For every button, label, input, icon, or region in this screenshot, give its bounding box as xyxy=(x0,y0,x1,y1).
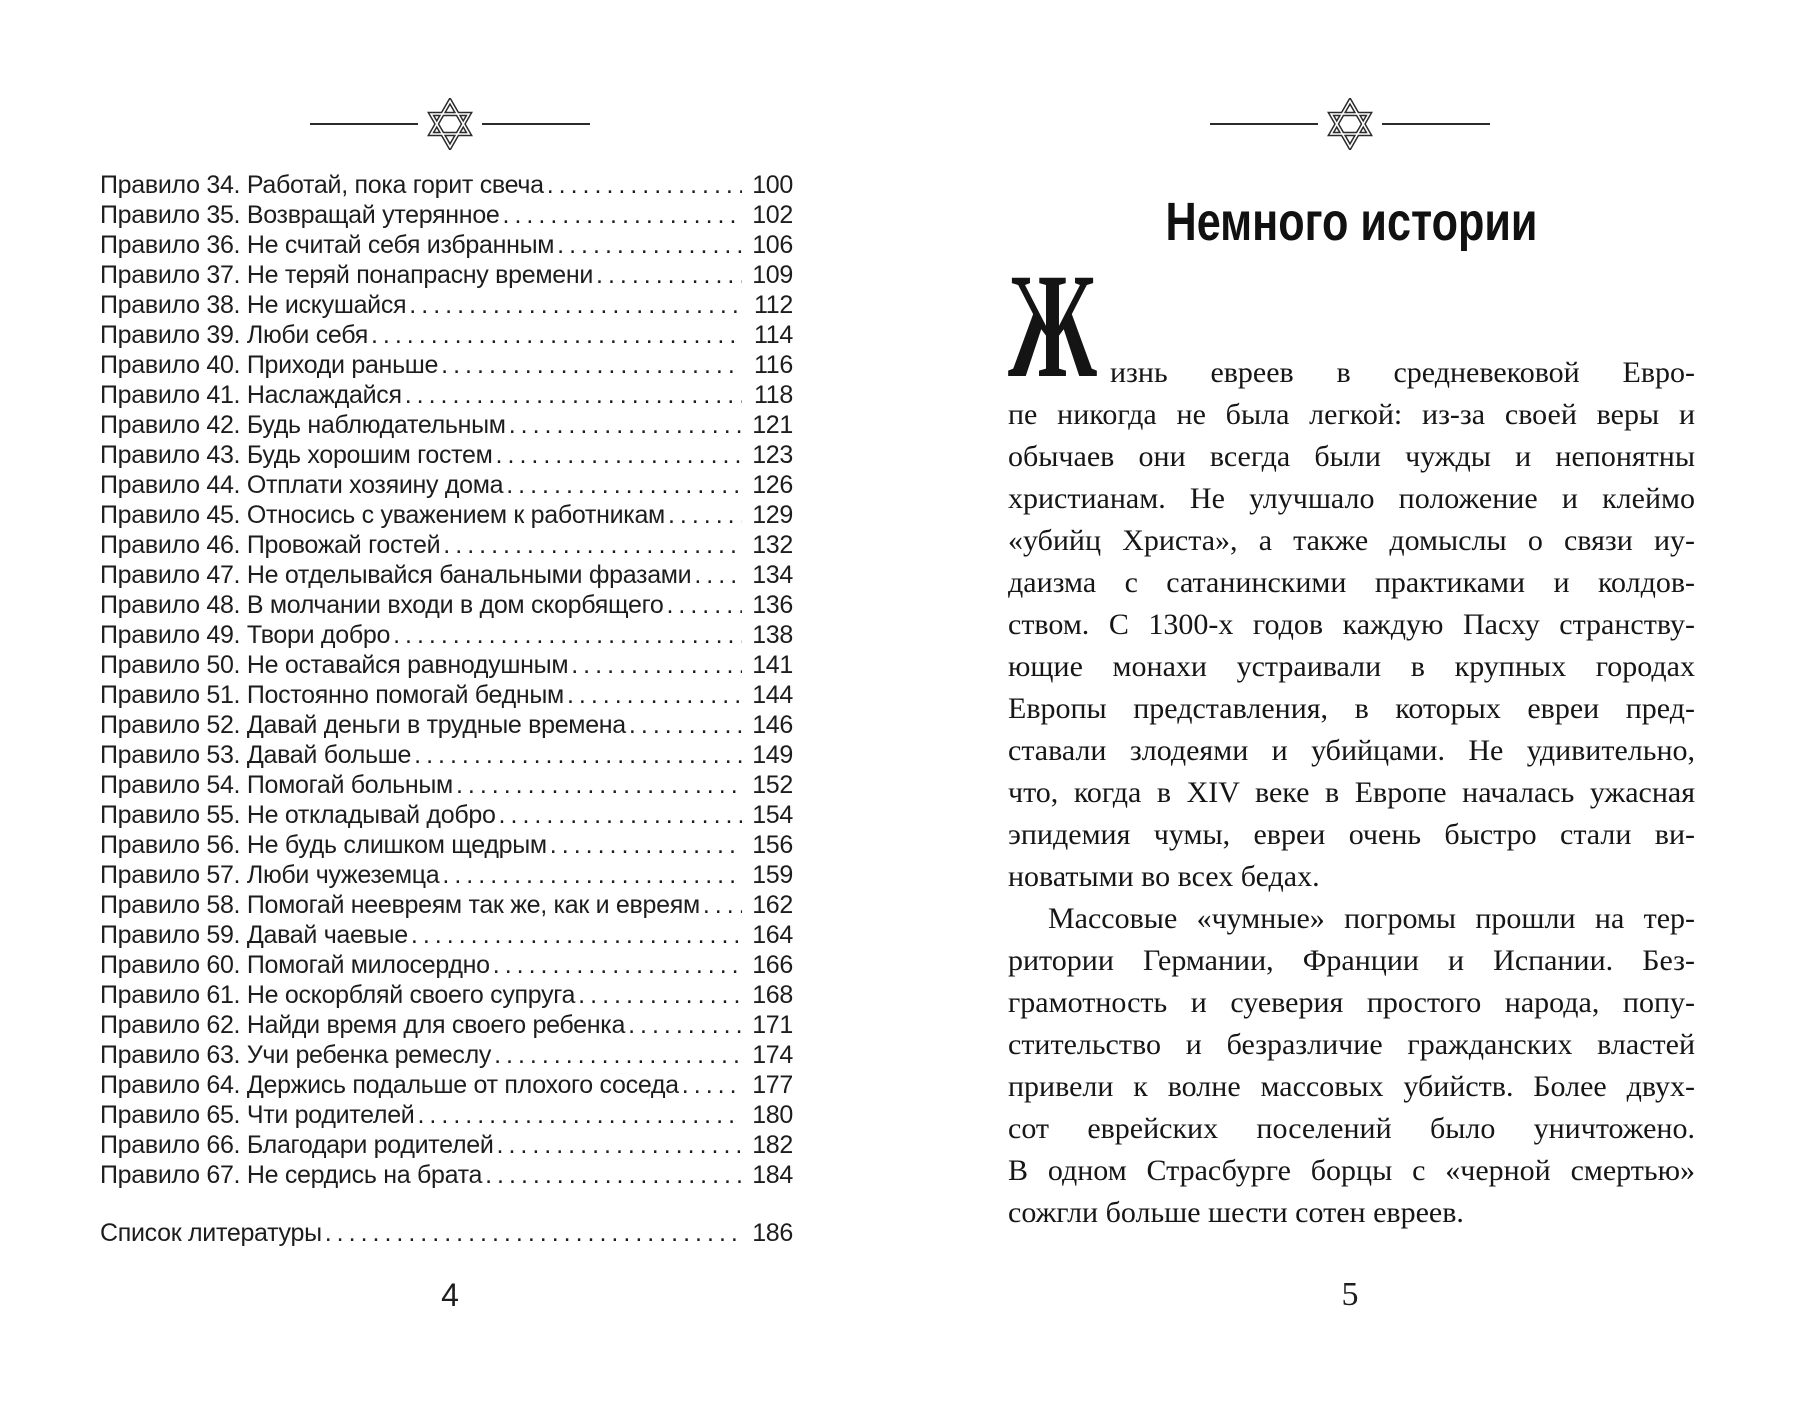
paragraph-2 xyxy=(1008,898,1695,1234)
dot-leader xyxy=(442,860,742,890)
ornament-rule-right xyxy=(1382,123,1490,125)
text-line: ставали злодеями и убийцами. Не удивительно, xyxy=(1008,734,1695,767)
toc-entry-page: 182 xyxy=(752,1131,793,1159)
table-of-contents xyxy=(0,170,900,1248)
dot-leader xyxy=(666,590,742,620)
text-line: эпидемия чумы, евреи очень быстро стали ви- xyxy=(1008,818,1695,851)
text-line: грамотность и суеверия простого народа, попу- xyxy=(1008,986,1695,1019)
toc-entry-page: 159 xyxy=(752,861,793,889)
dot-leader xyxy=(456,770,742,800)
toc-entry-page: 106 xyxy=(752,231,793,259)
toc-entry-label: Правило 39. Люби себя xyxy=(100,321,368,349)
toc-entry-page: 162 xyxy=(752,891,793,919)
toc-row xyxy=(100,620,793,650)
toc-entry-label: Правило 37. Не теряй понапрасну времени xyxy=(100,261,593,289)
toc-entry-label: Список литературы xyxy=(100,1219,322,1247)
ornament-rule-left xyxy=(1210,123,1318,125)
toc-row xyxy=(100,380,793,410)
dot-leader xyxy=(557,230,742,260)
toc-entry-page: 134 xyxy=(752,561,793,589)
toc-entry-page: 123 xyxy=(752,441,793,469)
toc-row xyxy=(100,440,793,470)
toc-entry-page: 136 xyxy=(752,591,793,619)
toc-row xyxy=(100,860,793,890)
toc-entry-label: Правило 48. В молчании входи в дом скорбящего xyxy=(100,591,664,619)
toc-entry-label: Правило 58. Помогай неевреям так же, как и евреям xyxy=(100,891,700,919)
toc-entry-label: Правило 52. Давай деньги в трудные времена xyxy=(100,711,626,739)
toc-row xyxy=(100,740,793,770)
toc-row xyxy=(100,560,793,590)
toc-row xyxy=(100,200,793,230)
text-line: ющие монахи устраивали в крупных городах xyxy=(1008,650,1695,683)
toc-row xyxy=(100,920,793,950)
text-line: ритории Германии, Франции и Испании. Без- xyxy=(1008,944,1695,977)
toc-entry-label: Правило 46. Провожай гостей xyxy=(100,531,441,559)
toc-row xyxy=(100,410,793,440)
left-folio: 4 xyxy=(441,1277,459,1313)
toc-entry-label: Правило 41. Наслаждайся xyxy=(100,381,402,409)
toc-entry-label: Правило 65. Чти родителей xyxy=(100,1101,415,1129)
dot-leader xyxy=(371,320,742,350)
toc-entry-label: Правило 45. Относись с уважением к работникам xyxy=(100,501,665,529)
toc-entry-page: 186 xyxy=(752,1219,793,1247)
toc-row xyxy=(100,1100,793,1130)
dot-leader xyxy=(496,440,742,470)
toc-entry-label: Правило 64. Держись подальше от плохого соседа xyxy=(100,1071,679,1099)
dot-leader xyxy=(493,950,742,980)
toc-entry-label: Правило 36. Не считай себя избранным xyxy=(100,231,555,259)
paragraph-1 xyxy=(1008,243,1695,898)
toc-entry-label: Правило 50. Не оставайся равнодушным xyxy=(100,651,569,679)
toc-entry-label: Правило 57. Люби чужеземца xyxy=(100,861,440,889)
text-line: что, когда в XIV веке в Европе началась ужасная xyxy=(1008,776,1695,809)
toc-entry-page: 166 xyxy=(752,951,793,979)
toc-row xyxy=(100,980,793,1010)
toc-entry-page: 114 xyxy=(754,321,793,349)
toc-row xyxy=(100,260,793,290)
ornament-rule-left xyxy=(310,123,418,125)
chapter-title: Немного истории xyxy=(1165,192,1538,252)
toc-row xyxy=(100,830,793,860)
toc-entry-label: Правило 55. Не откладывай добро xyxy=(100,801,496,829)
toc-entry-label: Правило 42. Будь наблюдательным xyxy=(100,411,506,439)
toc-entry-page: 138 xyxy=(752,621,793,649)
dot-leader xyxy=(499,800,742,830)
toc-row xyxy=(100,1040,793,1070)
toc-row xyxy=(100,290,793,320)
dot-leader xyxy=(506,470,742,500)
toc-row xyxy=(100,530,793,560)
toc-row xyxy=(100,1160,793,1190)
toc-entry-label: Правило 63. Учи ребенка ремеслу xyxy=(100,1041,492,1069)
toc-entry-page: 100 xyxy=(752,171,793,199)
toc-entry-label: Правило 44. Отплати хозяину дома xyxy=(100,471,504,499)
dot-leader xyxy=(497,1130,743,1160)
toc-row xyxy=(100,230,793,260)
toc-entry-page: 112 xyxy=(754,291,793,319)
text-line: В одном Страсбурге борцы с «черной смертью» xyxy=(1008,1154,1695,1187)
first-line-text: изнь евреев в средневековой Евро- xyxy=(1110,356,1695,389)
toc-entry-page: 144 xyxy=(752,681,793,709)
toc-entry-label: Правило 59. Давай чаевые xyxy=(100,921,408,949)
toc-entry-label: Правило 35. Возвращай утерянное xyxy=(100,201,500,229)
dot-leader xyxy=(393,620,742,650)
toc-entry-label: Правило 66. Благодари родителей xyxy=(100,1131,494,1159)
text-line: стительство и безразличие гражданских властей xyxy=(1008,1028,1695,1061)
toc-entry-label: Правило 67. Не сердись на брата xyxy=(100,1161,483,1189)
drop-cap: Ж xyxy=(1008,243,1097,409)
chapter-body xyxy=(1008,243,1695,1234)
text-line: Европы представления, в которых евреи пред- xyxy=(1008,692,1695,725)
dot-leader xyxy=(547,170,742,200)
dot-leader xyxy=(494,1040,742,1070)
toc-row xyxy=(100,470,793,500)
toc-entry-page: 141 xyxy=(752,651,793,679)
toc-row xyxy=(100,890,793,920)
toc-entry-page: 129 xyxy=(752,501,793,529)
toc-entry-page: 146 xyxy=(752,711,793,739)
toc-entry-label: Правило 56. Не будь слишком щедрым xyxy=(100,831,547,859)
dot-leader xyxy=(443,530,742,560)
text-line: христианам. Не улучшало положение и клеймо xyxy=(1008,482,1695,515)
dot-leader xyxy=(628,1010,742,1040)
text-line: «убийц Христа», а также домыслы о связи иу- xyxy=(1008,524,1695,557)
toc-entry-label: Правило 53. Давай больше xyxy=(100,741,412,769)
toc-entry-label: Правило 62. Найди время для своего ребенка xyxy=(100,1011,626,1039)
toc-entry-page: 132 xyxy=(752,531,793,559)
toc-entry-page: 171 xyxy=(752,1011,793,1039)
toc-entry-label: Правило 43. Будь хорошим гостем xyxy=(100,441,493,469)
first-line-with-drop-cap xyxy=(1008,243,1695,409)
dot-leader xyxy=(405,380,742,410)
toc-entry-page: 126 xyxy=(752,471,793,499)
dot-leader xyxy=(414,740,742,770)
toc-entry-page: 149 xyxy=(752,741,793,769)
toc-row xyxy=(100,770,793,800)
dot-leader xyxy=(325,1218,742,1248)
header-ornament xyxy=(1210,98,1490,150)
toc-entry-page: 164 xyxy=(752,921,793,949)
dot-leader xyxy=(441,350,742,380)
toc-row xyxy=(100,950,793,980)
toc-entry-label: Правило 51. Постоянно помогай бедным xyxy=(100,681,564,709)
text-line: привели к волне массовых убийств. Более двух- xyxy=(1008,1070,1695,1103)
dot-leader xyxy=(409,290,742,320)
dot-leader xyxy=(682,1070,742,1100)
text-line: даизма с сатанинскими практиками и колдов- xyxy=(1008,566,1695,599)
right-folio: 5 xyxy=(1341,1276,1359,1313)
toc-entry-page: 156 xyxy=(752,831,793,859)
toc-row xyxy=(100,1070,793,1100)
toc-entry-page: 168 xyxy=(752,981,793,1009)
toc-entry-page: 184 xyxy=(752,1161,793,1189)
text-line: ством. С 1300-х годов каждую Пасху странству- xyxy=(1008,608,1695,641)
chapter xyxy=(900,192,1800,1234)
toc-entry-page: 121 xyxy=(752,411,793,439)
toc-entry-label: Правило 40. Приходи раньше xyxy=(100,351,439,379)
toc-entry-page: 102 xyxy=(752,201,793,229)
toc-entry-page: 174 xyxy=(752,1041,793,1069)
text-line: сот еврейских поселений было уничтожено. xyxy=(1008,1112,1695,1145)
toc-row xyxy=(100,350,793,380)
dot-leader xyxy=(485,1160,742,1190)
toc-entry-page: 177 xyxy=(752,1071,793,1099)
dot-leader xyxy=(703,890,742,920)
toc-row xyxy=(100,500,793,530)
dot-leader xyxy=(411,920,742,950)
toc-entry-label: Правило 38. Не искушайся xyxy=(100,291,407,319)
toc-entry-label: Правило 47. Не отделывайся банальными фразами xyxy=(100,561,692,589)
toc-entry-page: 152 xyxy=(752,771,793,799)
toc-closing-list xyxy=(100,1218,793,1248)
text-line: сожгли больше шести сотен евреев. xyxy=(1008,1196,1464,1229)
toc-entry-page: 109 xyxy=(752,261,793,289)
dot-leader xyxy=(417,1100,742,1130)
dot-leader xyxy=(550,830,742,860)
text-line: новатыми во всех бедах. xyxy=(1008,860,1320,893)
dot-leader xyxy=(694,560,742,590)
star-of-david-icon xyxy=(427,98,473,150)
dot-leader xyxy=(567,680,742,710)
toc-row xyxy=(100,590,793,620)
dot-leader xyxy=(571,650,742,680)
toc-row xyxy=(100,650,793,680)
toc-entry-label: Правило 54. Помогай больным xyxy=(100,771,453,799)
dot-leader xyxy=(503,200,742,230)
toc-row xyxy=(100,320,793,350)
toc-entry-page: 180 xyxy=(752,1101,793,1129)
toc-entry-page: 118 xyxy=(754,381,793,409)
text-line: обычаев они всегда были чужды и непонятны xyxy=(1008,440,1695,473)
text-line: пе никогда не была легкой: из-за своей веры и xyxy=(1008,398,1695,431)
toc-row xyxy=(100,1010,793,1040)
toc-entry-label: Правило 61. Не оскорбляй своего супруга xyxy=(100,981,576,1009)
toc-row xyxy=(100,1130,793,1160)
text-line: Массовые «чумные» погромы прошли на тер- xyxy=(1048,902,1695,935)
toc-row xyxy=(100,680,793,710)
star-of-david-icon xyxy=(1327,98,1373,150)
right-page xyxy=(900,0,1800,1406)
ornament-rule-right xyxy=(482,123,590,125)
toc-entry-page: 154 xyxy=(752,801,793,829)
header-ornament xyxy=(310,98,590,150)
paragraph-1-lines xyxy=(1008,394,1695,898)
toc-entry-label: Правило 60. Помогай милосердно xyxy=(100,951,490,979)
toc-list xyxy=(100,170,793,1190)
dot-leader xyxy=(578,980,742,1010)
toc-row xyxy=(100,800,793,830)
toc-entry-label: Правило 34. Работай, пока горит свеча xyxy=(100,171,544,199)
toc-entry-page: 116 xyxy=(754,351,793,379)
toc-row xyxy=(100,710,793,740)
toc-row xyxy=(100,1218,793,1248)
dot-leader xyxy=(596,260,742,290)
dot-leader xyxy=(629,710,742,740)
dot-leader xyxy=(668,500,742,530)
toc-row xyxy=(100,170,793,200)
toc-entry-label: Правило 49. Твори добро xyxy=(100,621,391,649)
dot-leader xyxy=(509,410,742,440)
paragraph-2-lines xyxy=(1008,898,1695,1234)
